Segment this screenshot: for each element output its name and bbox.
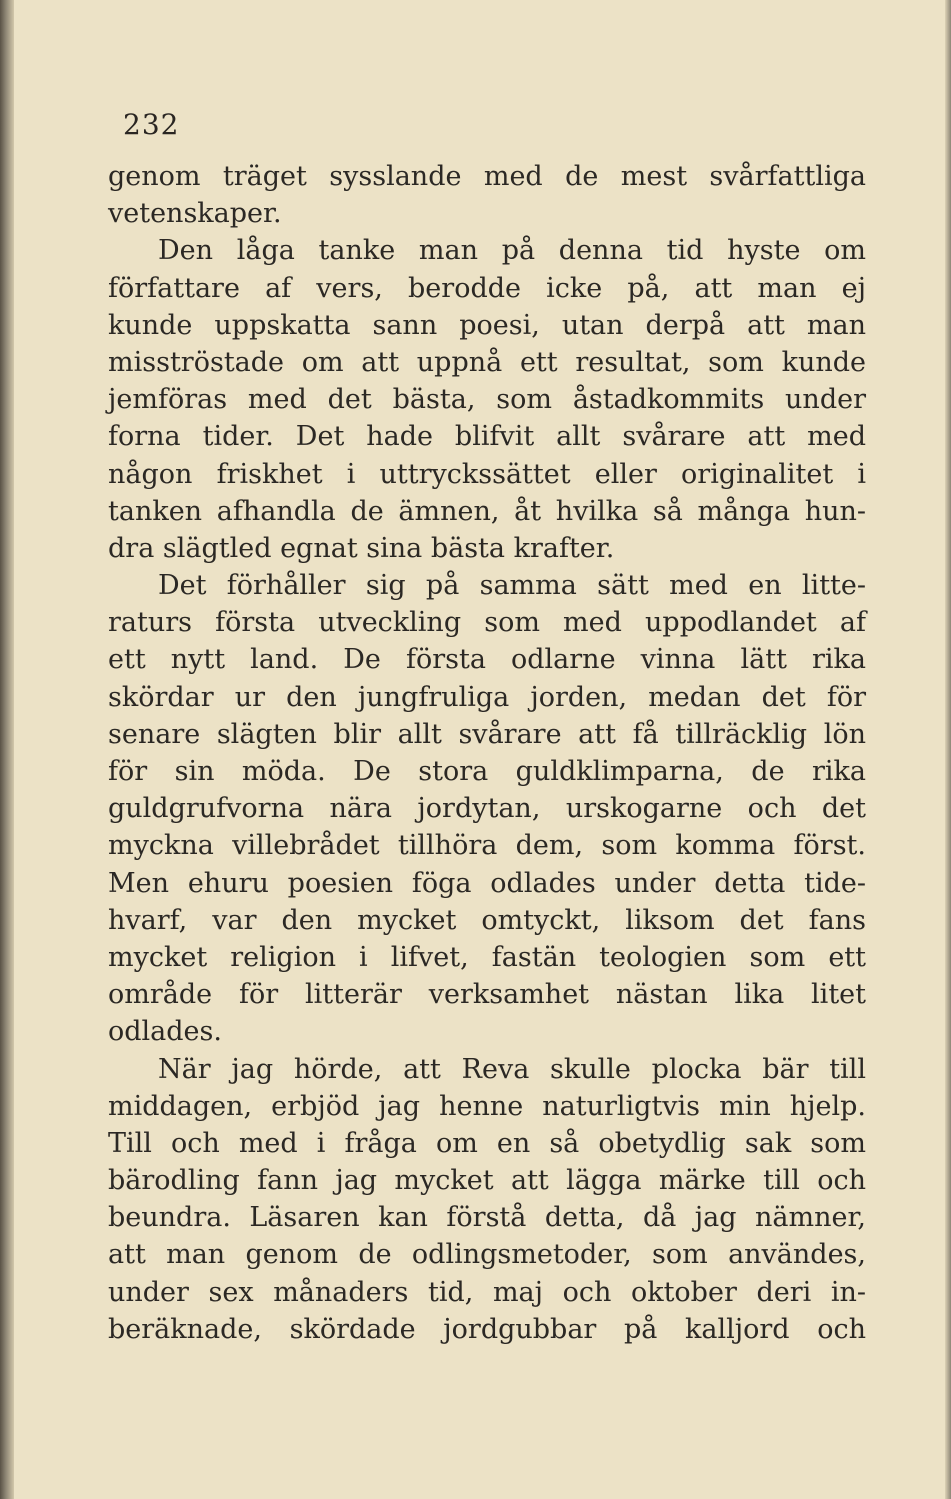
text-line: misströstade om att uppnå ett resultat, som kunde <box>108 346 866 378</box>
text-line: jemföras med det bästa, som åstadkommits under <box>108 384 866 416</box>
text-line: Till och med i fråga om en så obetydlig sak som <box>108 1127 866 1159</box>
text-line: någon friskhet i uttryckssättet eller originalitet i <box>108 458 866 490</box>
text-line: bärodling fann jag mycket att lägga märke till och <box>108 1165 866 1197</box>
text-line: ett nytt land. De första odlarne vinna lätt rika <box>108 644 866 676</box>
text-line: dra slägtled egnat sina bästa krafter. <box>108 532 615 564</box>
text-line: kunde uppskatta sann poesi, utan derpå att man <box>108 309 866 341</box>
text-line: odlades. <box>108 1016 222 1048</box>
text-line: När jag hörde, att Reva skulle plocka bär till <box>158 1053 866 1085</box>
text-line: Det förhåller sig på samma sätt med en litte- <box>158 570 866 602</box>
text-line: beräknade, skördade jordgubbar på kalljord och <box>108 1313 866 1345</box>
page-edge-shadow <box>945 0 951 1499</box>
text-line: forna tider. Det hade blifvit allt svårare att med <box>108 421 866 453</box>
text-line: hvarf, var den mycket omtyckt, liksom det fans <box>108 904 866 936</box>
page-number: 232 <box>123 108 180 141</box>
text-line: raturs första utveckling som med uppodlandet af <box>108 607 866 639</box>
text-line: under sex månaders tid, maj och oktober deri in- <box>108 1276 866 1308</box>
text-line: för sin möda. De stora guldklimparna, de rika <box>108 756 866 787</box>
page-binding-shadow <box>0 0 14 1499</box>
text-line: guldgrufvorna nära jordytan, urskogarne och det <box>108 793 866 825</box>
text-line: område för litterär verksamhet nästan lika litet <box>108 979 866 1011</box>
body-text <box>108 158 866 1348</box>
text-line: att man genom de odlingsmetoder, som användes, <box>108 1239 866 1271</box>
text-line: Den låga tanke man på denna tid hyste om <box>158 235 866 267</box>
text-line: senare slägten blir allt svårare att få tillräcklig lön <box>108 718 866 750</box>
text-line: genom träget sysslande med de mest svårfattliga <box>108 161 866 192</box>
text-line: skördar ur den jungfruliga jorden, medan det för <box>108 681 866 713</box>
text-line: beundra. Läsaren kan förstå detta, då jag nämner, <box>108 1202 866 1234</box>
text-line: middagen, erbjöd jag henne naturligtvis min hjelp. <box>108 1090 866 1122</box>
text-line: författare af vers, berodde icke på, att man ej <box>108 272 866 304</box>
text-line: myckna villebrådet tillhöra dem, som komma först. <box>108 830 866 862</box>
text-line: tanken afhandla de ämnen, åt hvilka så många hun- <box>108 495 866 527</box>
text-line: vetenskaper. <box>108 198 282 230</box>
text-line: Men ehuru poesien föga odlades under detta tide- <box>108 867 866 899</box>
text-line: mycket religion i lifvet, fastän teologien som ett <box>108 941 866 973</box>
